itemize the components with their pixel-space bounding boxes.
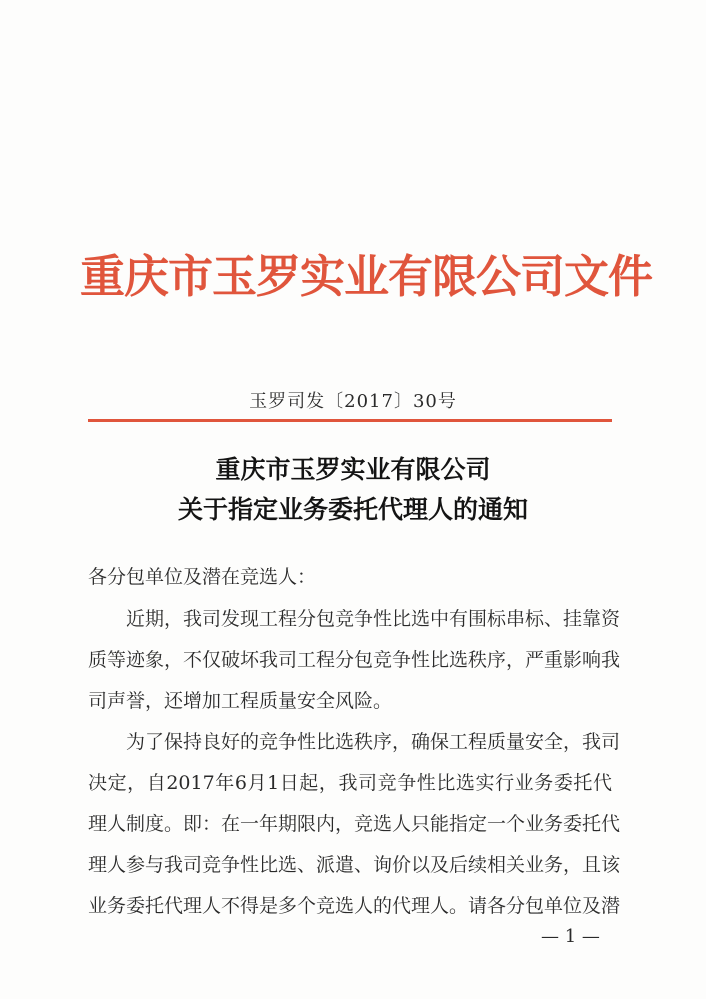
page-number: — 1 — bbox=[541, 926, 600, 947]
paragraph-1-line: 近期，我司发现工程分包竞争性比选中有围标串标、挂靠资 bbox=[126, 608, 621, 630]
notice-title-line-2: 关于指定业务委托代理人的通知 bbox=[177, 495, 528, 524]
paragraph-1-line: 质等迹象，不仅破坏我司工程分包竞争性比选秩序，严重影响我 bbox=[88, 649, 621, 671]
salutation: 各分包单位及潜在竞选人： bbox=[88, 566, 317, 588]
notice-title-line-1: 重庆市玉罗实业有限公司 bbox=[215, 455, 491, 484]
paragraph-2-line: 决定，自2017年6月1日起，我司竞争性比选实行业务委托代 bbox=[88, 772, 612, 794]
paragraph-2-line: 为了保持良好的竞争性比选秩序，确保工程质量安全，我司 bbox=[126, 731, 621, 753]
document-number: 玉罗司发〔2017〕30号 bbox=[249, 391, 457, 412]
paragraph-2-line: 业务委托代理人不得是多个竞选人的代理人。请各分包单位及潜 bbox=[88, 895, 621, 917]
paragraph-2-line: 理人制度。即：在一年期限内，竞选人只能指定一个业务委托代 bbox=[88, 813, 621, 835]
paragraph-1-line: 司声誉，还增加工程质量安全风险。 bbox=[88, 690, 393, 712]
red-divider-line bbox=[88, 419, 612, 422]
document-header-title: 重庆市玉罗实业有限公司文件 bbox=[80, 250, 653, 303]
paragraph-2-line: 理人参与我司竞争性比选、派遣、询价以及后续相关业务，且该 bbox=[88, 854, 621, 876]
